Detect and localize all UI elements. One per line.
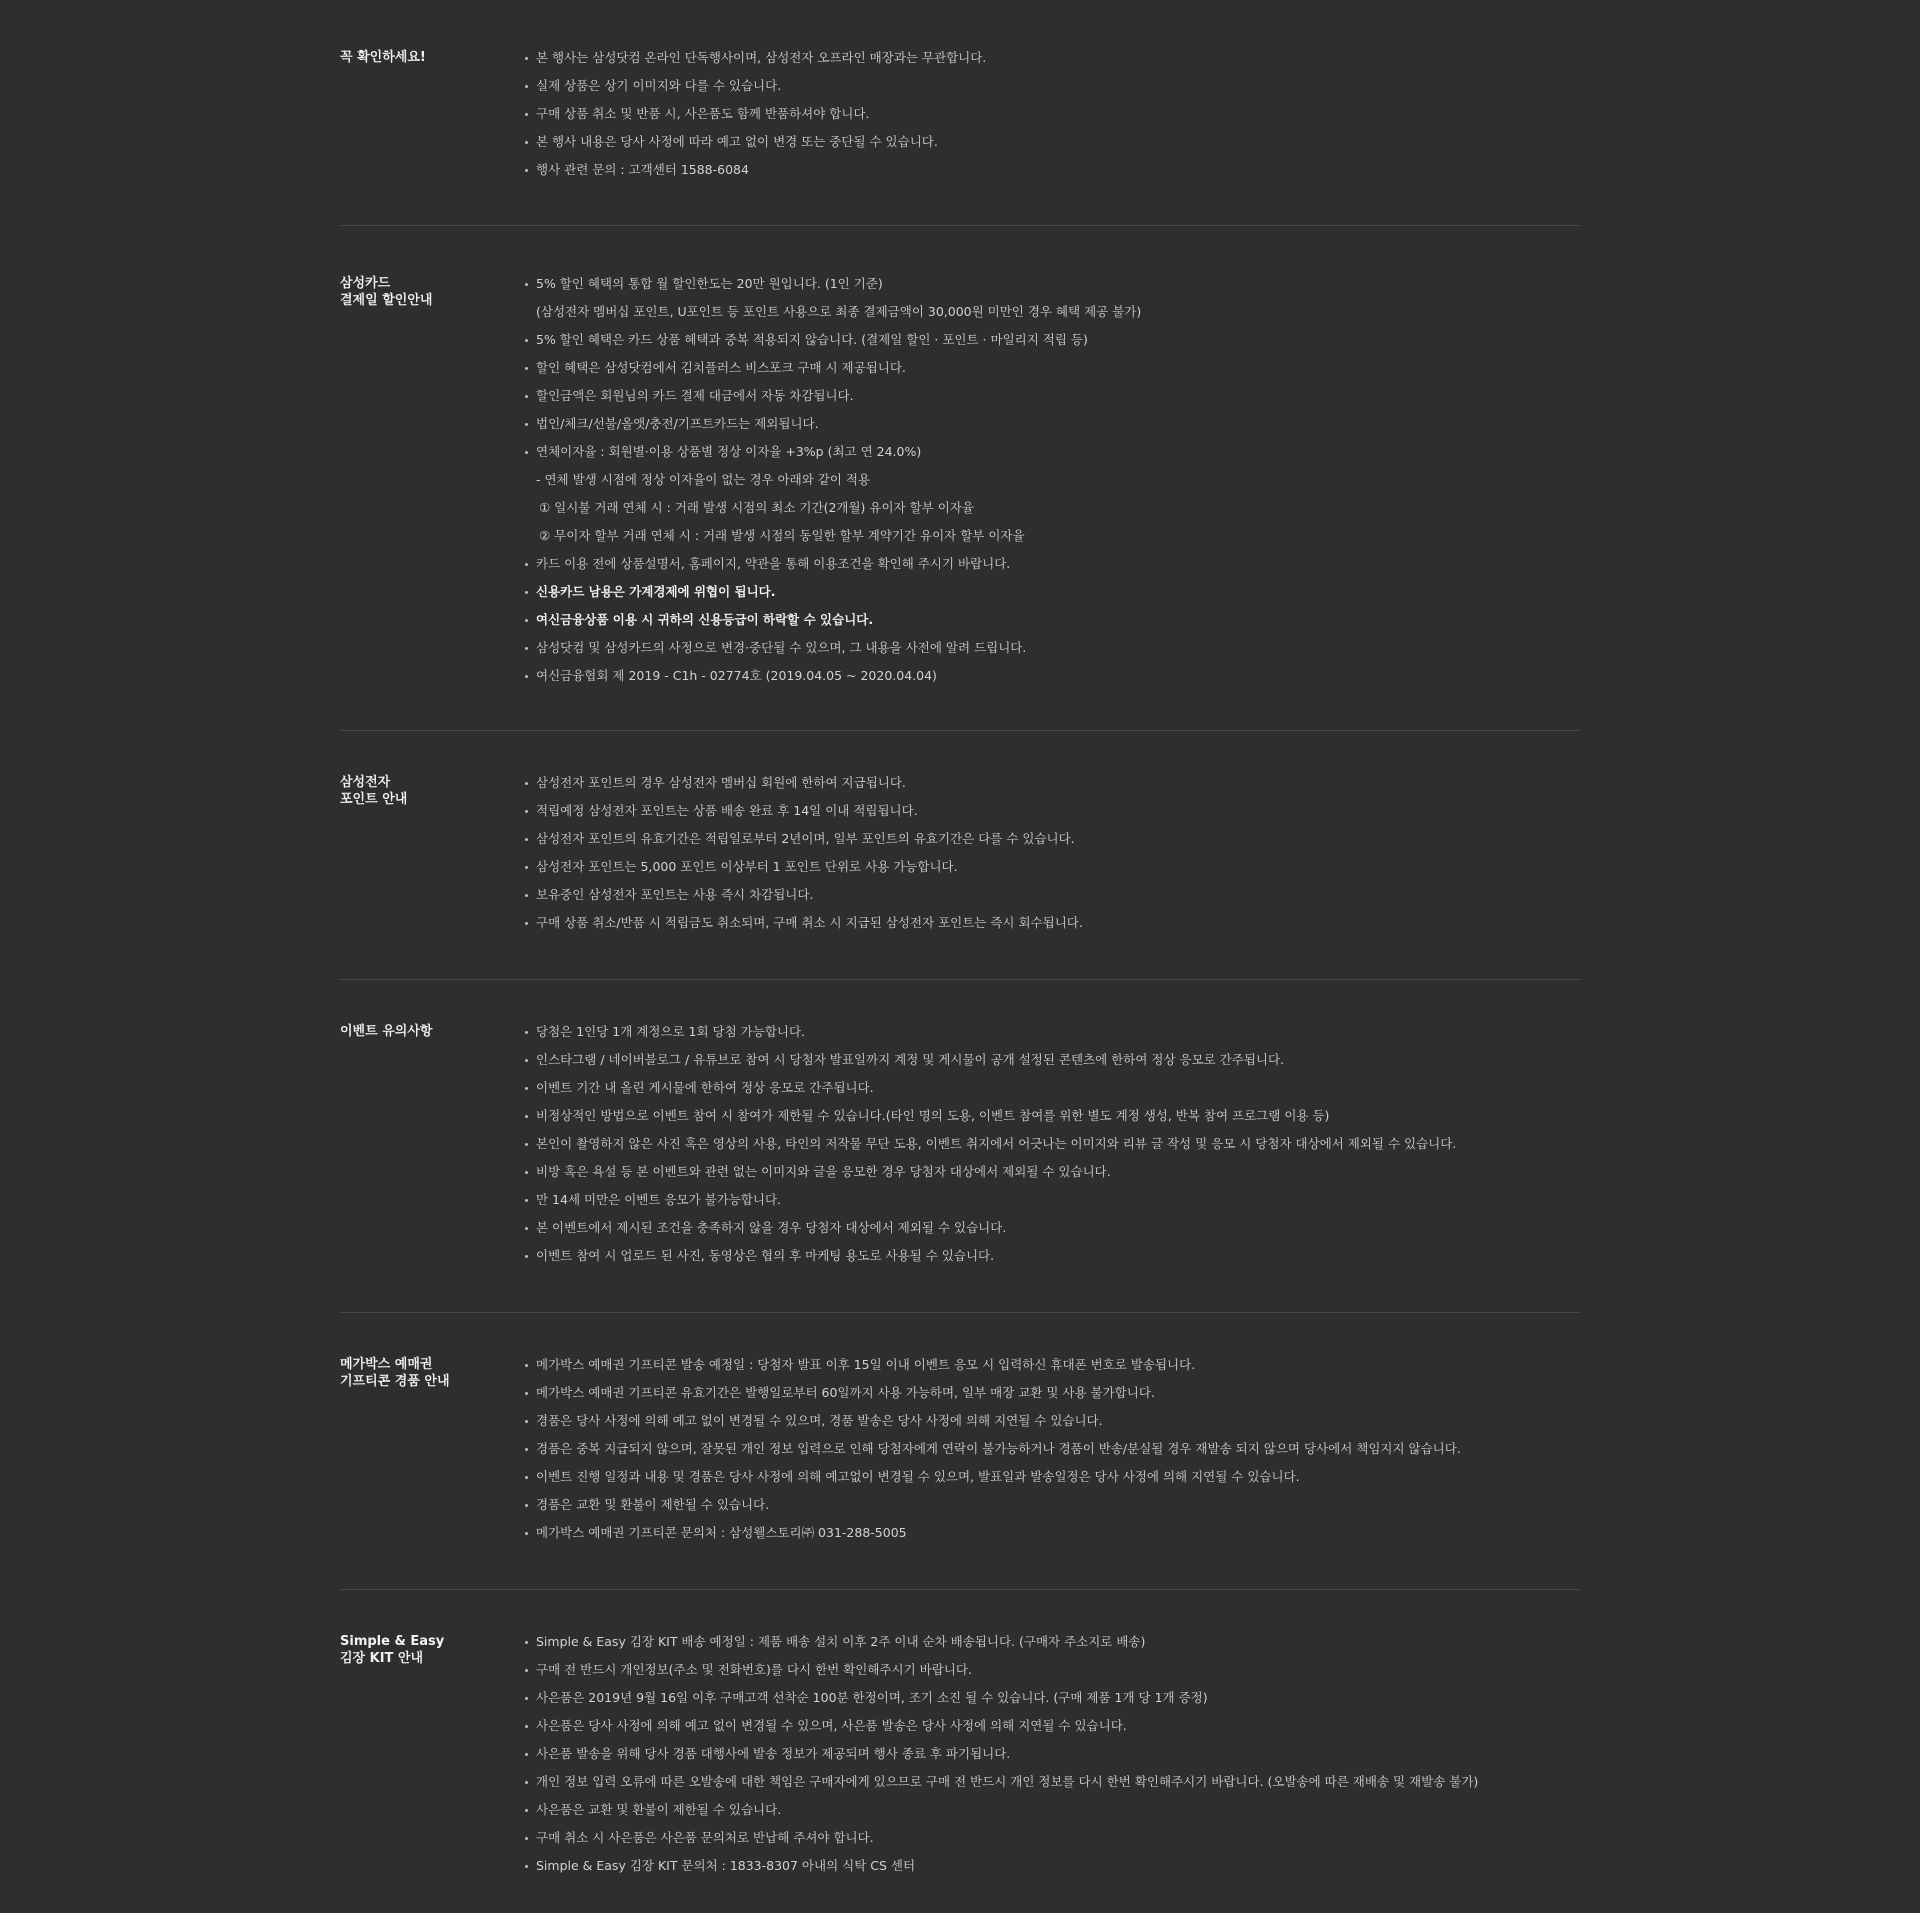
list-item: 할인 혜택은 삼성닷컴에서 김치플러스 비스포크 구매 시 제공됩니다.: [525, 358, 1580, 386]
list-item: 사은품 발송을 위해 당사 경품 대행사에 발송 정보가 제공되며 행사 종료 후 파기됩니다.: [525, 1744, 1580, 1772]
list-item: 보유중인 삼성전자 포인트는 사용 즉시 차감됩니다.: [525, 885, 1580, 913]
list-item: 구매 취소 시 사은품은 사은품 문의처로 반납해 주셔야 합니다.: [525, 1828, 1580, 1856]
list-item: 할인금액은 회원님의 카드 결제 대금에서 자동 차감됩니다.: [525, 386, 1580, 414]
list-item: 신용카드 남용은 가계경제에 위협이 됩니다.: [525, 582, 1580, 610]
list-item: 경품은 교환 및 환불이 제한될 수 있습니다.: [525, 1495, 1580, 1523]
list-item: 본인이 촬영하지 않은 사진 혹은 영상의 사용, 타인의 저작물 무단 도용, 이벤트 취지에서 어긋나는 이미지와 리뷰 글 작성 및 응모 시 당첨자 대상에서 제외될 수 있습니다.: [525, 1134, 1580, 1162]
list-item: 구매 상품 취소 및 반품 시, 사은품도 함께 반품하셔야 합니다.: [525, 104, 1580, 132]
list-item: 구매 상품 취소/반품 시 적립금도 취소되며, 구매 취소 시 지급된 삼성전자 포인트는 즉시 회수됩니다.: [525, 913, 1580, 941]
list-item: 사은품은 교환 및 환불이 제한될 수 있습니다.: [525, 1800, 1580, 1828]
list-item: 메가박스 예매권 기프티콘 유효기간은 발행일로부터 60일까지 사용 가능하며, 일부 매장 교환 및 사용 불가합니다.: [525, 1383, 1580, 1411]
list-item: 본 이벤트에서 제시된 조건을 충족하지 않을 경우 당첨자 대상에서 제외될 수 있습니다.: [525, 1218, 1580, 1246]
list-item: 사은품은 2019년 9월 16일 이후 구매고객 선착순 100분 한정이며, 조기 소진 될 수 있습니다. (구매 제품 1개 당 1개 증정): [525, 1688, 1580, 1716]
section-heading: Simple & Easy 김장 KIT 안내: [340, 1634, 445, 1666]
list-item: 인스타그램 / 네이버블로그 / 유튜브로 참여 시 당첨자 발표일까지 계정 및 게시물이 공개 설정된 콘텐츠에 한하여 정상 응모로 간주됩니다.: [525, 1050, 1580, 1078]
section-megabox-gifticon: [340, 1355, 1580, 1590]
list-item: 구매 전 반드시 개인정보(주소 및 전화번호)를 다시 한번 확인해주시기 바랍니다.: [525, 1660, 1580, 1688]
list-item: ② 무이자 할부 거래 연체 시 : 거래 발생 시점의 동일한 할부 계약기간 유이자 할부 이자율: [539, 528, 1025, 543]
list-item: 연체이자율 : 회원별·이용 상품별 정상 이자율 +3%p (최고 연 24.0%): [525, 442, 1580, 470]
list-item: 경품은 당사 사정에 의해 예고 없이 변경될 수 있으며, 경품 발송은 당사 사정에 의해 지연될 수 있습니다.: [525, 1411, 1580, 1439]
list-item: 이벤트 기간 내 올린 게시물에 한하여 정상 응모로 간주됩니다.: [525, 1078, 1580, 1106]
list-item: 비방 혹은 욕설 등 본 이벤트와 관련 없는 이미지와 글을 응모한 경우 당첨자 대상에서 제외될 수 있습니다.: [525, 1162, 1580, 1190]
section-heading: 메가박스 예매권 기프티콘 경품 안내: [340, 1357, 450, 1389]
list-item: 행사 관련 문의 : 고객센터 1588-6084: [525, 160, 1580, 188]
list-item: 여신금융협회 제 2019 - C1h - 02774호 (2019.04.05 ~ 2020.04.04): [525, 666, 1580, 694]
list-item: 삼성닷컴 및 삼성카드의 사정으로 변경·중단될 수 있으며, 그 내용을 사전에 알려 드립니다.: [525, 638, 1580, 666]
section-check-notice: [340, 48, 1580, 226]
list-item: ① 일시불 거래 연체 시 : 거래 발생 시점의 최소 기간(2개월) 유이자 할부 이자율: [539, 500, 974, 515]
section-heading: 삼성전자 포인트 안내: [340, 775, 408, 807]
notice-list: [525, 274, 1580, 694]
section-heading: 이벤트 유의사항: [340, 1024, 433, 1039]
section-samsung-point: [340, 773, 1580, 980]
notice-list: [525, 1632, 1580, 1884]
list-item: 5% 할인 혜택의 통합 월 할인한도는 20만 원입니다. (1인 기준): [525, 274, 1580, 302]
list-item: - 연체 발생 시점에 정상 이자율이 없는 경우 아래와 같이 적용: [536, 472, 871, 487]
list-item: 삼성전자 포인트의 경우 삼성전자 멤버십 회원에 한하여 지급됩니다.: [525, 773, 1580, 801]
section-event-notice: [340, 1022, 1580, 1313]
list-item: 5% 할인 혜택은 카드 상품 혜택과 중복 적용되지 않습니다. (결제일 할인 · 포인트 · 마일리지 적립 등): [525, 330, 1580, 358]
list-item: 사은품은 당사 사정에 의해 예고 없이 변경될 수 있으며, 사은품 발송은 당사 사정에 의해 지연될 수 있습니다.: [525, 1716, 1580, 1744]
list-item: 이벤트 참여 시 업로드 된 사진, 동영상은 협의 후 마케팅 용도로 사용될 수 있습니다.: [525, 1246, 1580, 1274]
list-item: 메가박스 예매권 기프티콘 발송 예정일 : 당첨자 발표 이후 15일 이내 이벤트 응모 시 입력하신 휴대폰 번호로 발송됩니다.: [525, 1355, 1580, 1383]
list-item: 경품은 중복 지급되지 않으며, 잘못된 개인 정보 입력으로 인해 당첨자에게 연락이 불가능하거나 경품이 반송/분실될 경우 재발송 되지 않으며 당사에서 책임지지 않습니다.: [525, 1439, 1580, 1467]
list-item: 여신금융상품 이용 시 귀하의 신용등급이 하락할 수 있습니다.: [525, 610, 1580, 638]
list-item: 이벤트 진행 일정과 내용 및 경품은 당사 사정에 의해 예고없이 변경될 수 있으며, 발표일과 발송일정은 당사 사정에 의해 지연될 수 있습니다.: [525, 1467, 1580, 1495]
list-item: 당첨은 1인당 1개 계정으로 1회 당첨 가능합니다.: [525, 1022, 1580, 1050]
list-item: 카드 이용 전에 상품설명서, 홈페이지, 약관을 통해 이용조건을 확인해 주시기 바랍니다.: [525, 554, 1580, 582]
list-item: (삼성전자 멤버십 포인트, U포인트 등 포인트 사용으로 최종 결제금액이 30,000원 미만인 경우 혜택 제공 불가): [536, 304, 1142, 319]
list-item: 개인 정보 입력 오류에 따른 오발송에 대한 책임은 구매자에게 있으므로 구매 전 반드시 개인 정보를 다시 한번 확인해주시기 바랍니다. (오발송에 따른 재배송 및 재발송 불가): [525, 1772, 1580, 1800]
section-samsung-card: [340, 274, 1580, 731]
section-heading: 꼭 확인하세요!: [340, 50, 426, 65]
list-item: 본 행사는 삼성닷컴 온라인 단독행사이며, 삼성전자 오프라인 매장과는 무관합니다.: [525, 48, 1580, 76]
list-item: Simple & Easy 김장 KIT 배송 예정일 : 제품 배송 설치 이후 2주 이내 순차 배송됩니다. (구매자 주소지로 배송): [525, 1632, 1580, 1660]
list-item: 삼성전자 포인트의 유효기간은 적립일로부터 2년이며, 일부 포인트의 유효기간은 다를 수 있습니다.: [525, 829, 1580, 857]
notice-list: [525, 48, 1580, 188]
list-item: 적립예정 삼성전자 포인트는 상품 배송 완료 후 14일 이내 적립됩니다.: [525, 801, 1580, 829]
list-item: Simple & Easy 김장 KIT 문의처 : 1833-8307 아내의 식탁 CS 센터: [525, 1856, 1580, 1884]
list-item: 실제 상품은 상기 이미지와 다를 수 있습니다.: [525, 76, 1580, 104]
list-item: 법인/체크/선불/올앳/충전/기프트카드는 제외됩니다.: [525, 414, 1580, 442]
section-heading: 삼성카드 결제일 할인안내: [340, 276, 433, 308]
notice-list: [525, 1355, 1580, 1551]
list-item: 본 행사 내용은 당사 사정에 따라 예고 없이 변경 또는 중단될 수 있습니다.: [525, 132, 1580, 160]
list-item: 메가박스 예매권 기프티콘 문의처 : 삼성웰스토리㈜ 031-288-5005: [525, 1523, 1580, 1551]
list-item: 만 14세 미만은 이벤트 응모가 불가능합니다.: [525, 1190, 1580, 1218]
notice-list: [525, 1022, 1580, 1274]
section-kimjang-kit: [340, 1632, 1580, 1884]
list-item: 삼성전자 포인트는 5,000 포인트 이상부터 1 포인트 단위로 사용 가능합니다.: [525, 857, 1580, 885]
notice-list: [525, 773, 1580, 941]
list-item: 비정상적인 방법으로 이벤트 참여 시 참여가 제한될 수 있습니다.(타인 명의 도용, 이벤트 참여를 위한 별도 계정 생성, 반복 참여 프로그램 이용 등): [525, 1106, 1580, 1134]
